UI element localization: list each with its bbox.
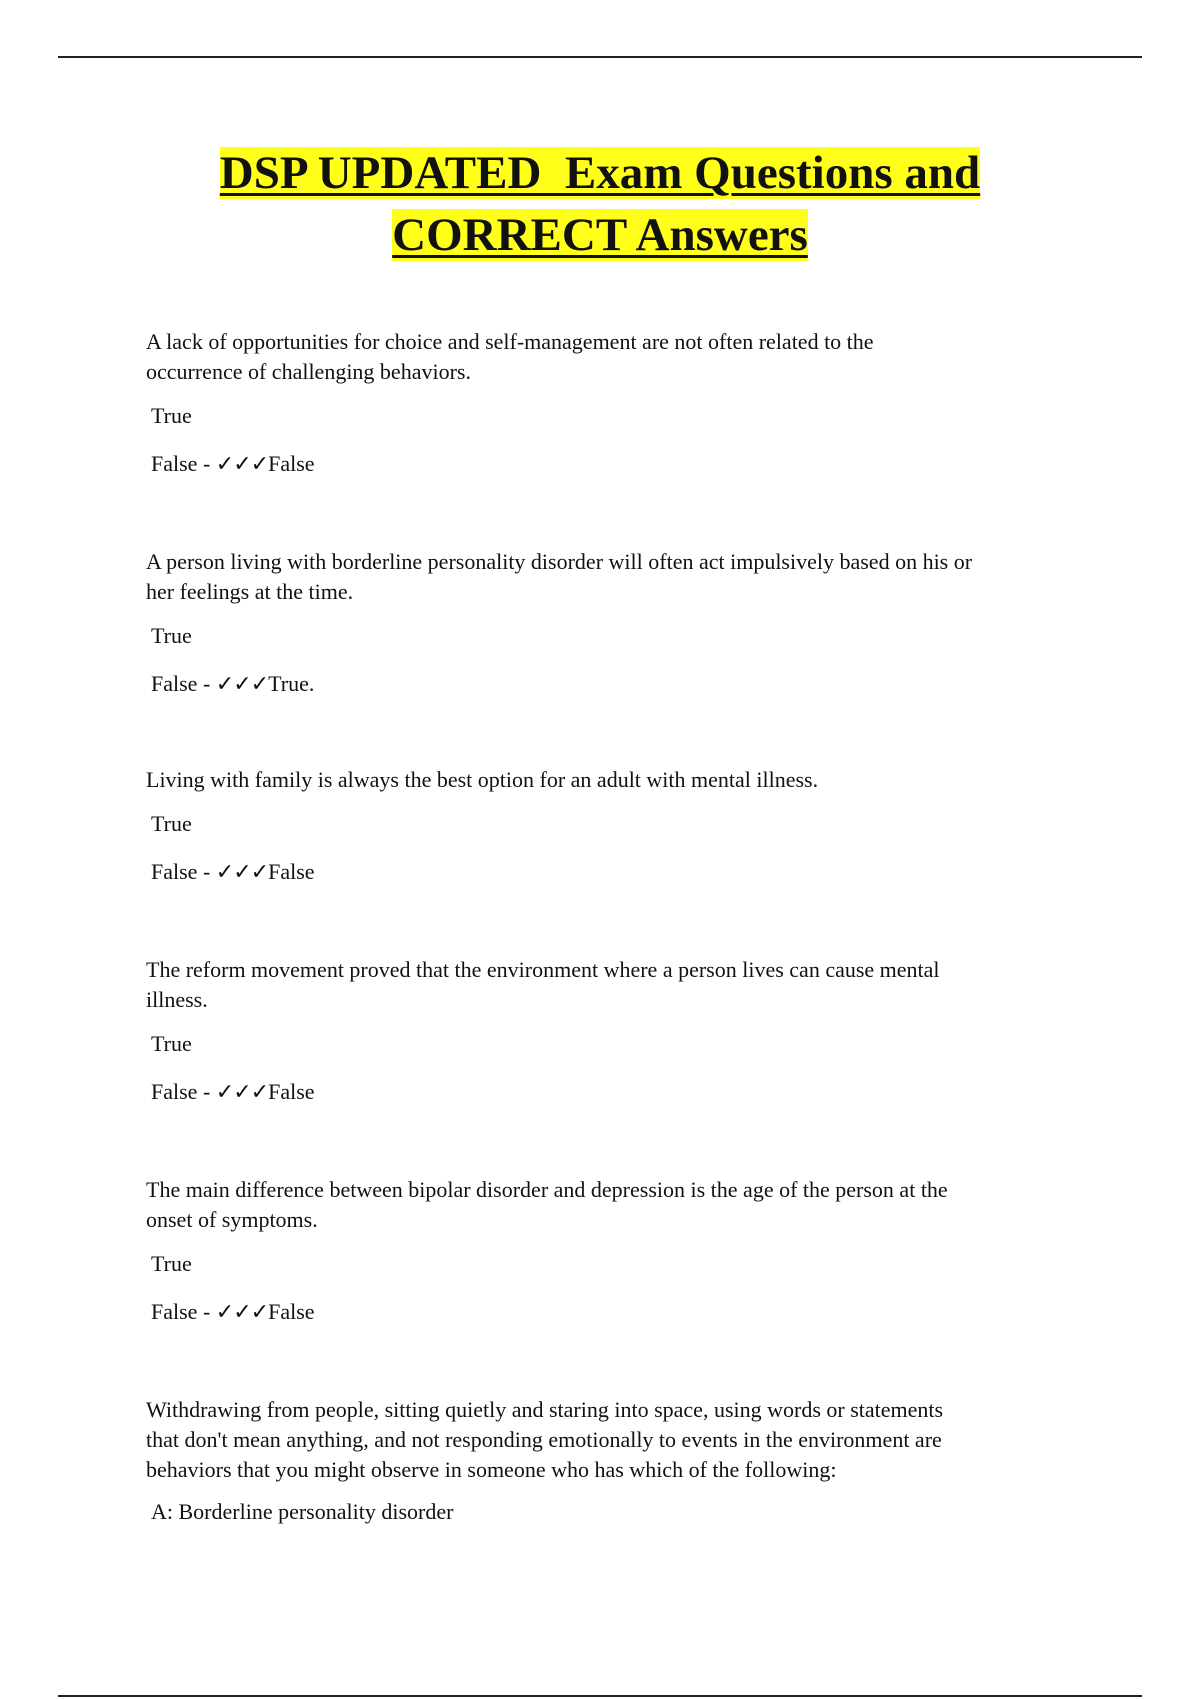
- bottom-rule: [58, 1695, 1142, 1697]
- option-true: True: [151, 403, 192, 428]
- question-6: [146, 1395, 1066, 1527]
- question-text: A person living with borderline personality disorder will often act impulsively based on his or her feelings at the time.: [146, 549, 973, 604]
- question-4: [146, 955, 1066, 1108]
- checkmark-icon: ✓✓✓: [215, 860, 269, 885]
- option-false-answer: False - ✓✓✓True.: [151, 671, 315, 697]
- checkmark-icon: ✓✓✓: [215, 452, 269, 477]
- answer: True.: [268, 671, 315, 696]
- question-3: [146, 765, 1066, 888]
- answer: False: [268, 859, 315, 884]
- option-false-answer: False - ✓✓✓False: [151, 1299, 315, 1325]
- title-line-1: DSP UPDATED Exam Questions and: [219, 147, 981, 199]
- checkmark-icon: ✓✓✓: [215, 672, 269, 697]
- top-rule: [58, 56, 1142, 58]
- option-true: True: [151, 1031, 192, 1056]
- option-false-answer: False - ✓✓✓False: [151, 1079, 315, 1105]
- question-text: The reform movement proved that the environment where a person lives can cause mental illness.: [146, 957, 940, 1012]
- option-true: True: [151, 623, 192, 648]
- option-false-answer: False - ✓✓✓False: [151, 859, 315, 885]
- question-text: Living with family is always the best option for an adult with mental illness.: [146, 767, 819, 792]
- answer: False: [268, 1079, 315, 1104]
- question-text: A lack of opportunities for choice and self-management are not often related to the occurrence of challenging behaviors.: [146, 329, 874, 384]
- question-2: [146, 547, 1066, 700]
- answer: False: [268, 451, 315, 476]
- checkmark-icon: ✓✓✓: [215, 1080, 269, 1105]
- title-line-2: CORRECT Answers: [392, 209, 808, 261]
- checkmark-icon: ✓✓✓: [215, 1300, 269, 1325]
- question-5: [146, 1175, 1066, 1328]
- question-1: [146, 327, 1066, 480]
- question-text: Withdrawing from people, sitting quietly and staring into space, using words or statements that don't mean anything, and not responding emotionally to events in the environment are behaviors that you might observe in someone who has which of the following:: [146, 1397, 944, 1482]
- option-a: A: Borderline personality disorder: [151, 1499, 454, 1524]
- answer: False: [268, 1299, 315, 1324]
- document-title: [0, 142, 1200, 266]
- option-true: True: [151, 811, 192, 836]
- option-false-answer: False - ✓✓✓False: [151, 451, 315, 477]
- option-true: True: [151, 1251, 192, 1276]
- question-text: The main difference between bipolar disorder and depression is the age of the person at the onset of symptoms.: [146, 1177, 948, 1232]
